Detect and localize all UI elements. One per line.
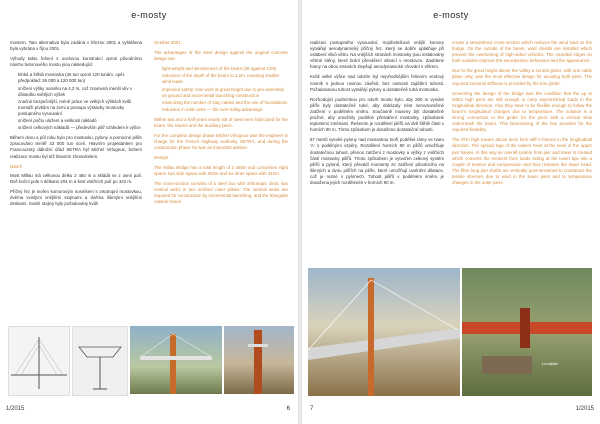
- czech-column: [310, 40, 444, 262]
- bullet-list: [154, 66, 288, 113]
- paragraph: Příčný řez je tvořen komorovým nosníkem s ortotropní mostovkou, dvěma svislými vnějšími stojinami a dvěma šikmými vnějšími deskami. Svislé stojiny byly požadovány kvůli: [10, 188, 142, 207]
- paragraph: Within two and a half years nearly 43t of steel were fabricated for the beam, the towers and the auxiliary piers.: [154, 116, 288, 129]
- paragraph: Most Millau má celkovou délku 2 460 m a skládá se z osmi polí. Dvě boční pole s délkami 204 m a šest vnitřních polí po 342 m.: [10, 172, 142, 184]
- paragraph: Rozhodující podmínkou pro návrh mostu bylo, aby 200 m vysoké pilíře byly dostatečně tuhé, aby dokázaly nést nerovnoměrné zatížení v podélném směru. Současně museny být dostatečně pružné, aby umožnily podélné přetváření mostovky, způsobené teplotními změnami. Řešením je rozdělení pilířů na dvě štíhlé části v horních 90 m. Tímto způsobem je dosaženo dostatečné tuhosti.: [310, 96, 444, 133]
- paragraph: The advantages of the steel design against the original concrete design are:: [154, 50, 288, 62]
- pylon-photo: [224, 326, 294, 394]
- paragraph: The 87m high towers above deck form stiff A-frames in the longitudinal direction. The spread legs of the towers meet at the level of the upper pier halves. In this way an overall system from pier and tower is created which converts the moment from loads acting at the tower tips into a couple of tension and compression and thus restrains the tower head. The fibre long pier shafts are vertically post-tensioned to counteract the tensile stresses due to wind in the tower piers and to temperature changes in the outer piers.: [452, 137, 592, 185]
- cross-section-diagram-image: [72, 326, 128, 396]
- photo-caption: La tablier: [542, 361, 559, 366]
- section-heading: Návrh: [10, 163, 23, 169]
- list-item: • snížení celkových nákladů — především pilíř vzhledem k výšce: [18, 125, 142, 131]
- list-item: • improved safety: less work at great height due to pre-assembly on ground and incremental launching construction: [162, 87, 288, 99]
- bullet-list: [10, 72, 142, 131]
- section-heading: Design: [154, 155, 169, 161]
- left-page: [0, 0, 298, 424]
- paragraph: Během dvou a půl roku bylo pro mostovku, pylony a pomocné pilíře zpracováno téměř 43 000 tun oceli. Hlavním projektantem pro Francouzský dálniční úřad SETRA byl Michel Virlogeux, bohem realizace mostu byl též hlavním zhotovitelem.: [10, 135, 142, 159]
- list-item: • snížení výšky nosníku na 4,2 m, což znamená menší vliv v důsledku světlých výšek: [18, 86, 142, 98]
- paragraph: Kvůli velké výšce nad údolím byl nejvhodnějším řešením ocelový nosník s jednou rovinou závěsů, bez nutnosti zajištění tuhosti. Požadovanou tuhost vytvářejí pylony a dostatečně tuhá mostovka.: [310, 74, 444, 92]
- page-header: e-mosty: [433, 10, 469, 20]
- list-item: • light-weight and slenderness of the beam (36 against 120t): [162, 66, 288, 72]
- paragraph: realizaci postupného vysouvání, trojúhelníkové vnější komory vytvářejí aerodynamický příčný řez, který se dobře uplatňuje při oslabení vlivů větru. Na vnějších stranách mostovky jsou instalovány větrné stěny, které brání přenášení vibrací v mostovce. Zaoblené hrany na obou stranách zlepšují aerodynamické chování s větrem.: [310, 40, 444, 70]
- paragraph: For the complete design phase Michel Virlogeux was the engineer in charge for the French Highway Authority SETRA, and during the construction phase he was an important adviser.: [154, 133, 288, 151]
- paragraph: The cross-section consists of a steel box with orthotropic deck, two vertical webs in two inclined outer plates. The vertical webs are required for construction by incremental launching, and the triangular outside boxes: [154, 180, 288, 204]
- list-item: • snížení počtu uložení a velikosti nákladů: [18, 118, 142, 124]
- paragraph: 87 metrů vysoké pylony nad mostovkou tvoří podélné rámy ve tvaru 'A' s podélnými vzpěry. Rozdělení horních 90 m pilířů umožňuje dostatečnou tuhost, přenos zatížení z mostovky a výšky z vnitřních částí mostovky pilířů. Tímto způsobem je vytvořen celkový systém pilířů a pylonů, který převádí momenty ze zatížení působícího na šikmých a dvou pilířích na pilíře, které umožňují uvolnění dilatace, což je nutné v pylonech. Tuhost pilířů v podélném směru je dosažena jejich rozdělením v horních 90 m.: [310, 137, 444, 185]
- paragraph: Due to the great height above the valley a central girder, with one cable plane only, was the most effective design for avoiding both piers. The required torsional stiffness is provided by the box girder.: [452, 68, 592, 86]
- page-number: 6: [286, 406, 290, 412]
- issue-label: 1/2015: [6, 406, 25, 412]
- construction-photo: [130, 326, 222, 394]
- paragraph: mostem. Tato alternativa byla zadána v březnu 2001 a vyhlášena byla vybrána v říjnu 2001.: [10, 40, 142, 52]
- english-column: [452, 40, 592, 262]
- list-item: • reduction in total costs — the over-riding advantage.: [162, 107, 288, 113]
- paragraph: Governing the design of the bridge was the condition that the up to 200m high piers are still enough to carry asymmetrical loads in the longitudinal direction. Also they have to be flexible enough to follow the beam's longitudinal changes due to temperature. The solution is a strong connection to the girder for the piers with a vertical slow underneath the beam. This bisectioning of the box provides for the required flexibility.: [452, 90, 592, 133]
- list-item: • reduction of the depth of the beam to 4.2m, meaning smaller wind loads: [162, 73, 288, 85]
- photo-strip: [308, 268, 592, 396]
- paragraph: Výhody takto řešení s ocelovou konstrukcí oproti původnímu návrhu betonového mostu jsou následující:: [10, 56, 142, 68]
- list-item: • značné bezpečnější, méně práce ve velkých výškách kvůli montáži prvkům na zemi a postupu výstavby mostovky postupného vysouvání: [18, 99, 142, 117]
- aerial-photo: [462, 268, 592, 396]
- page-number: 7: [310, 406, 314, 412]
- czech-column: [10, 40, 142, 365]
- right-page: [302, 0, 600, 424]
- english-column: [154, 40, 288, 365]
- paragraph: October 2001.: [154, 40, 182, 45]
- list-item: • lehká a štíhlá mostovka (26 tun oproti 120 tunám, opěr. předpoklad: 36 000 a 120 000 tun): [18, 72, 142, 84]
- deck-photo: [308, 268, 460, 396]
- bridge-diagram-image: [8, 326, 70, 396]
- issue-label: 1/2015: [575, 406, 594, 412]
- paragraph: create a streamlined cross-section which reduces the wind load on the bridge. On the outside of the beam, wind shields are installed which prevent the overturning of high-sided vehicles. The rounded edges on both outsides improve the aerodynamic behaviour and the appearance.: [452, 40, 592, 64]
- page-header: e-mosty: [131, 10, 167, 20]
- photo-strip: [8, 326, 294, 394]
- paragraph: The Millau Bridge has a total length of 2 460m and comprises eight spans: two side spans with 204m and six inner spans with 342m.: [154, 164, 288, 176]
- list-item: • minimizing the number of stay cables and the use of foundations: [162, 100, 288, 106]
